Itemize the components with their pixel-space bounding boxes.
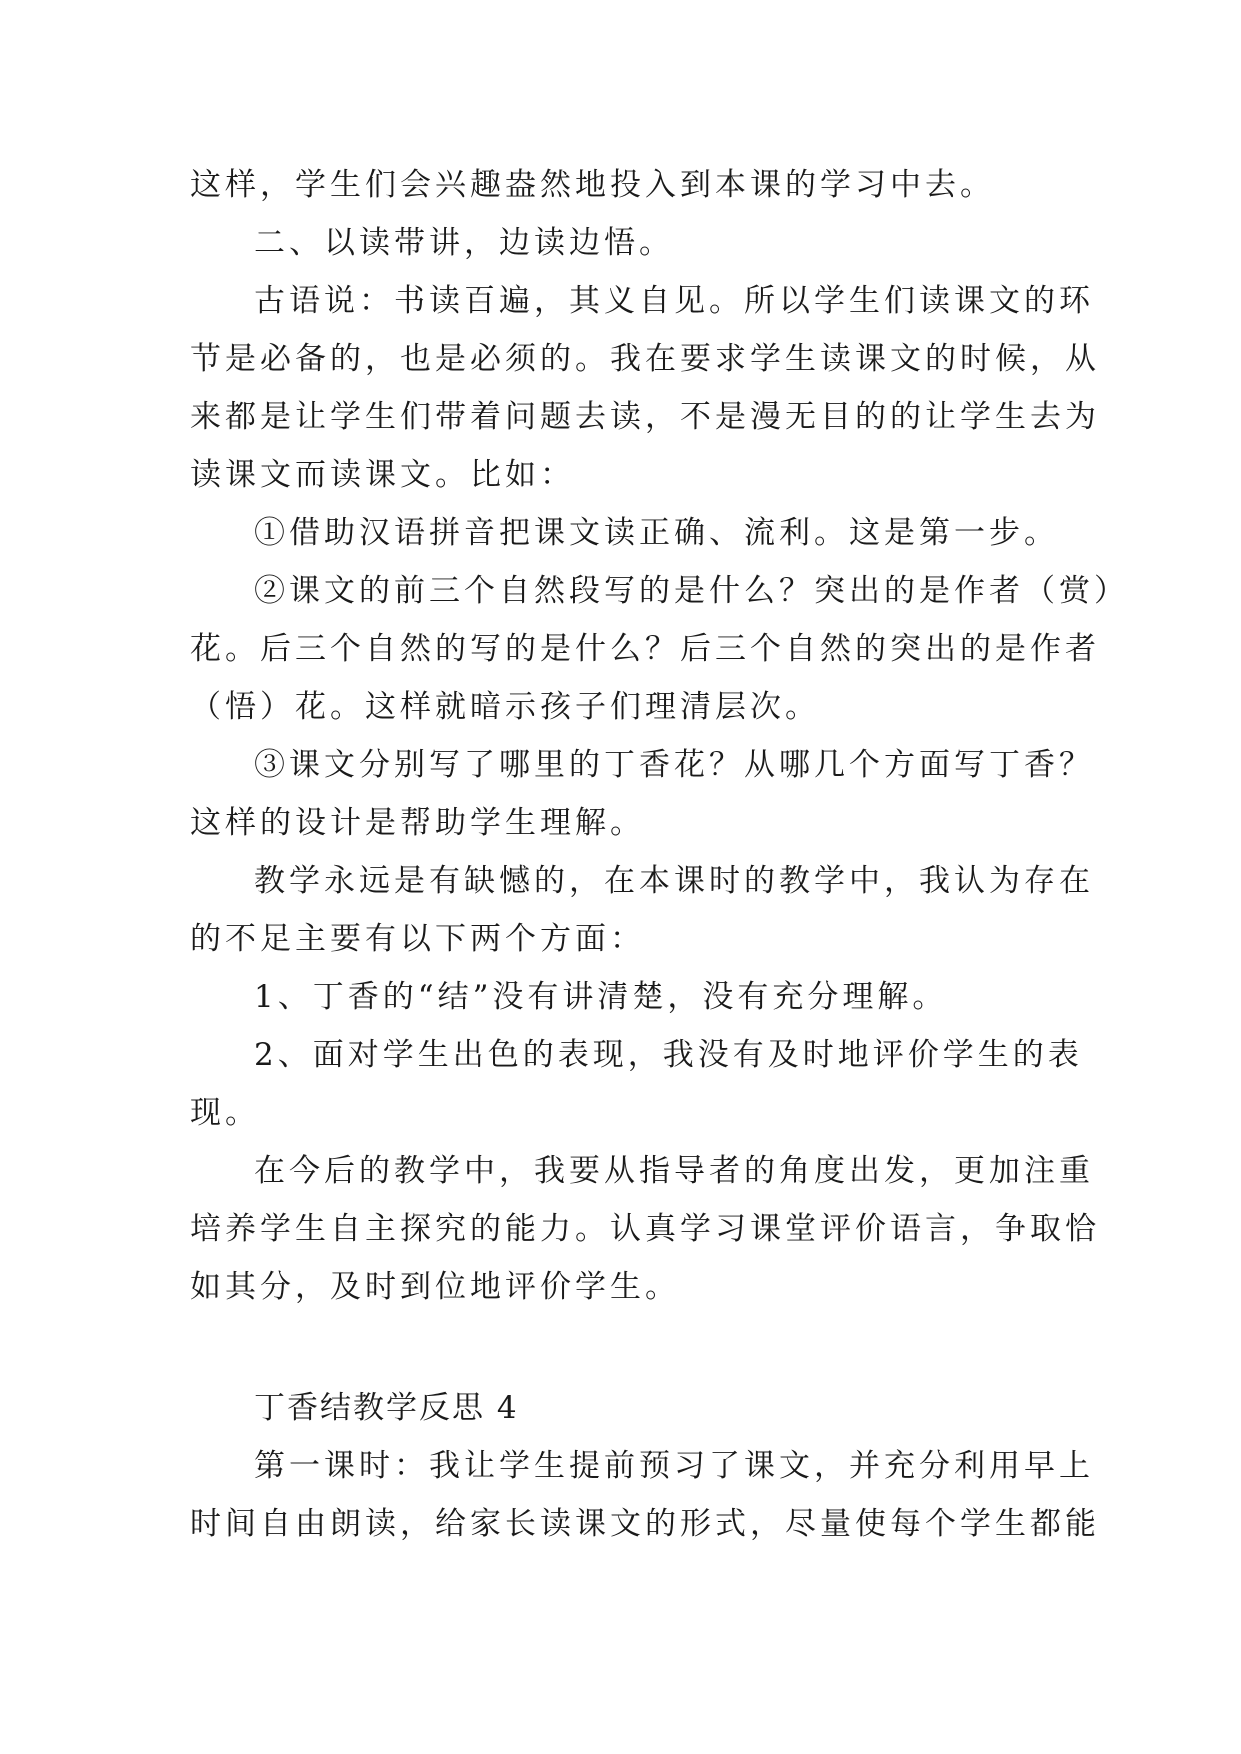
paragraph-line: 古语说：书读百遍，其义自见。所以学生们读课文的环: [254, 283, 1094, 319]
section-title: 丁香结教学反思 4: [254, 1390, 519, 1426]
list-item: 2、面对学生出色的表现，我没有及时地评价学生的表: [254, 1037, 1083, 1073]
section-spacer: [190, 1316, 1050, 1379]
paragraph-line: （悟）花。这样就暗示孩子们理清层次。: [190, 689, 820, 725]
paragraph-line: 教学永远是有缺憾的，在本课时的教学中，我认为存在: [254, 863, 1094, 899]
list-item: ①借助汉语拼音把课文读正确、流利。这是第一步。: [254, 515, 1059, 551]
paragraph-line: 如其分，及时到位地评价学生。: [190, 1269, 680, 1305]
paragraph-line: 在今后的教学中，我要从指导者的角度出发，更加注重: [254, 1153, 1094, 1189]
paragraph-line: 培养学生自主探究的能力。认真学习课堂评价语言，争取恰: [190, 1211, 1100, 1247]
document-body: [190, 156, 1129, 1553]
paragraph-line: 节是必备的，也是必须的。我在要求学生读课文的时候，从: [190, 341, 1100, 377]
paragraph-line: 第一课时：我让学生提前预习了课文，并充分利用早上: [254, 1448, 1094, 1484]
list-item: ③课文分别写了哪里的丁香花？从哪几个方面写丁香？: [254, 747, 1094, 783]
list-item: ②课文的前三个自然段写的是什么？突出的是作者（赏）: [254, 573, 1129, 609]
paragraph-line: 时间自由朗读，给家长读课文的形式，尽量使每个学生都能: [190, 1506, 1100, 1542]
paragraph-line: 现。: [190, 1095, 260, 1131]
paragraph-line: 花。后三个自然的写的是什么？后三个自然的突出的是作者: [190, 631, 1100, 667]
section-heading: 二、以读带讲，边读边悟。: [254, 225, 674, 261]
paragraph-line: 这样，学生们会兴趣盎然地投入到本课的学习中去。: [190, 167, 995, 203]
list-item: 1、丁香的“结”没有讲清楚，没有充分理解。: [254, 979, 948, 1015]
paragraph-line: 这样的设计是帮助学生理解。: [190, 805, 645, 841]
paragraph-line: 的不足主要有以下两个方面：: [190, 921, 645, 957]
paragraph-line: 读课文而读课文。比如：: [190, 457, 575, 493]
paragraph-line: 来都是让学生们带着问题去读，不是漫无目的的让学生去为: [190, 399, 1100, 435]
